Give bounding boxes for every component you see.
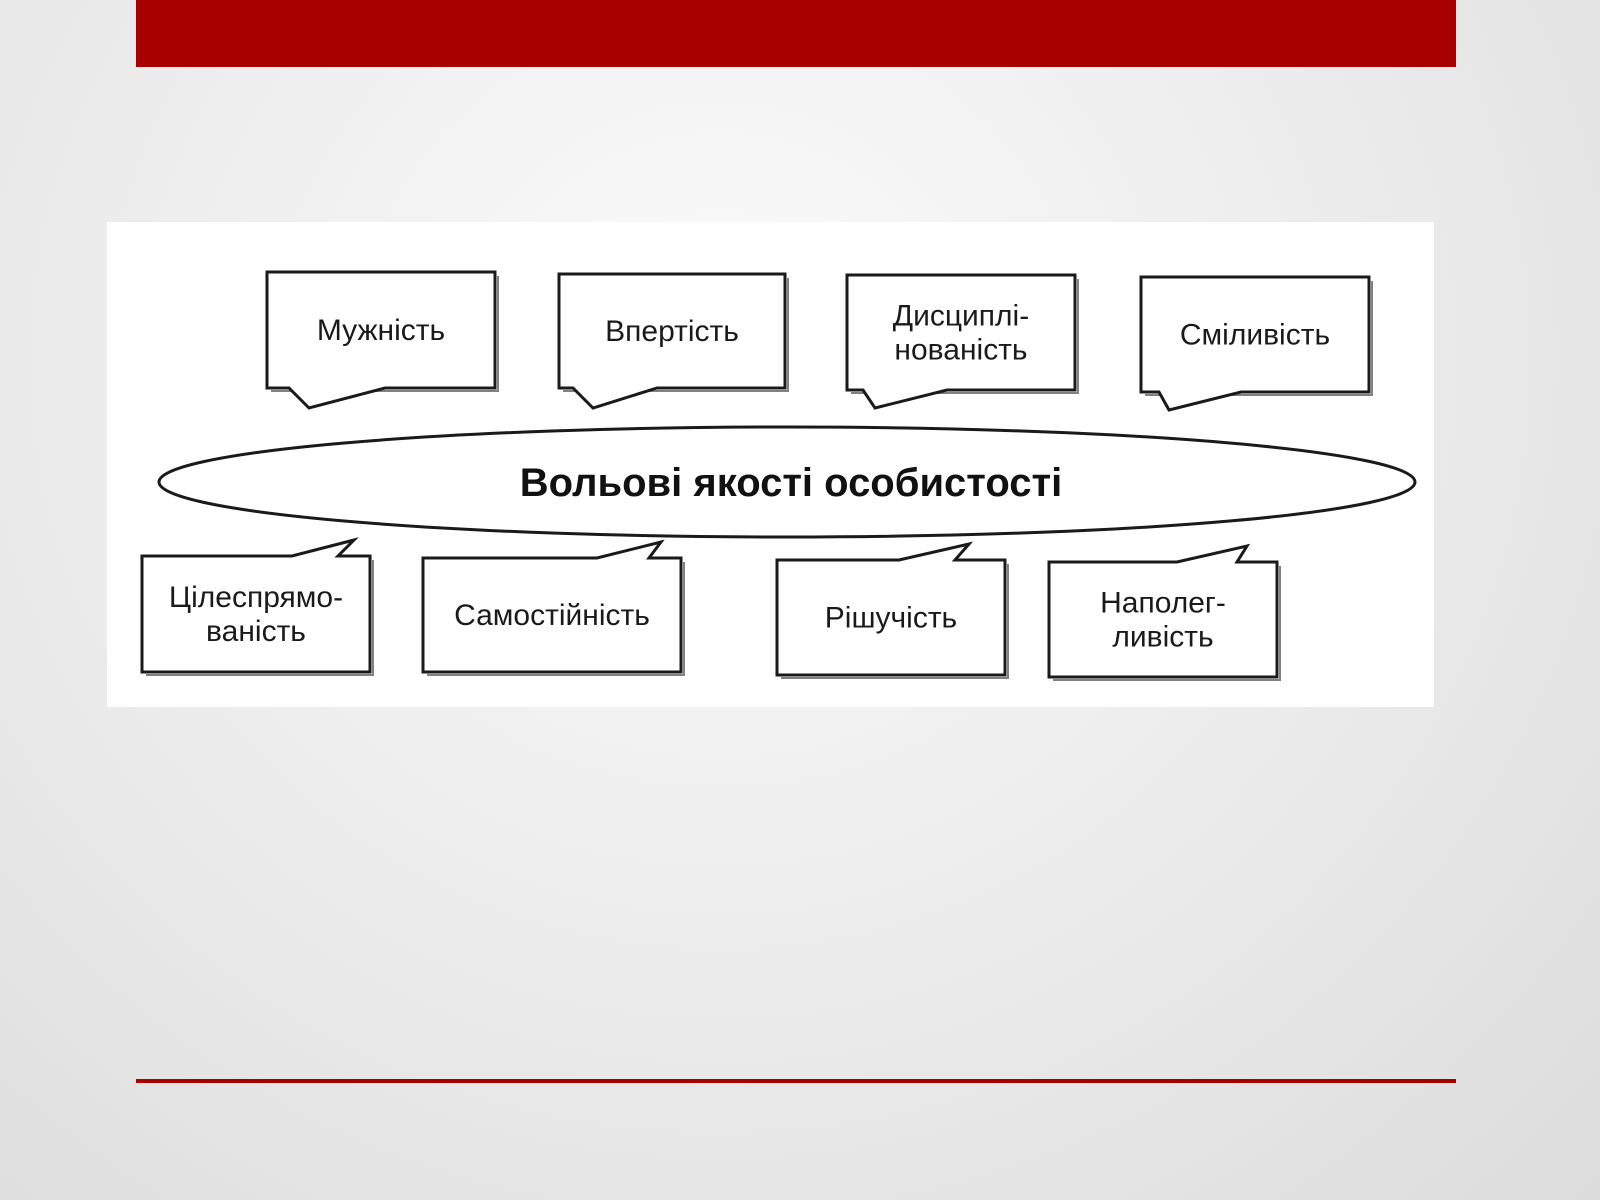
- footer-accent-line: [136, 1079, 1456, 1083]
- bottom-bubble-label-1-0: Самостійність: [454, 599, 650, 632]
- volitional-qualities-diagram: [107, 222, 1434, 707]
- bottom-bubbles-group: [142, 540, 1280, 680]
- top-bubble-label-3-0: Сміливість: [1179, 318, 1331, 352]
- top-bubble-1: [559, 274, 788, 408]
- bottom-bubble-label-0-0: Цілеспрямо-: [168, 581, 344, 614]
- top-bubble-label-1-0: Впертість: [605, 315, 739, 348]
- bottom-bubble-1: [423, 542, 684, 675]
- bottom-bubble-3: [1049, 546, 1280, 680]
- bottom-bubble-label-2-0: Рішучість: [824, 601, 958, 635]
- top-bubble-3: [1141, 277, 1372, 410]
- top-bubble-2: [847, 275, 1078, 408]
- bottom-bubble-2: [777, 544, 1008, 678]
- top-bubble-label-0-0: Мужність: [316, 314, 446, 347]
- top-bubble-label-2-1: нованість: [894, 333, 1028, 367]
- bottom-bubble-label-3-0: Наполег-: [1100, 586, 1226, 620]
- bottom-bubble-label-3-1: ливість: [1112, 620, 1214, 654]
- top-bubble-label-2-0: Дисциплі-: [892, 299, 1030, 333]
- bottom-bubble-0: [142, 540, 373, 675]
- diagram-panel: [107, 222, 1434, 707]
- title-accent-bar: [136, 0, 1456, 67]
- top-bubbles-group: [267, 272, 1372, 410]
- center-ellipse-group: [159, 427, 1415, 537]
- center-label: Вольові якості особистості: [519, 461, 1063, 505]
- bottom-bubble-label-0-1: ваність: [206, 615, 306, 648]
- top-bubble-0: [267, 272, 498, 408]
